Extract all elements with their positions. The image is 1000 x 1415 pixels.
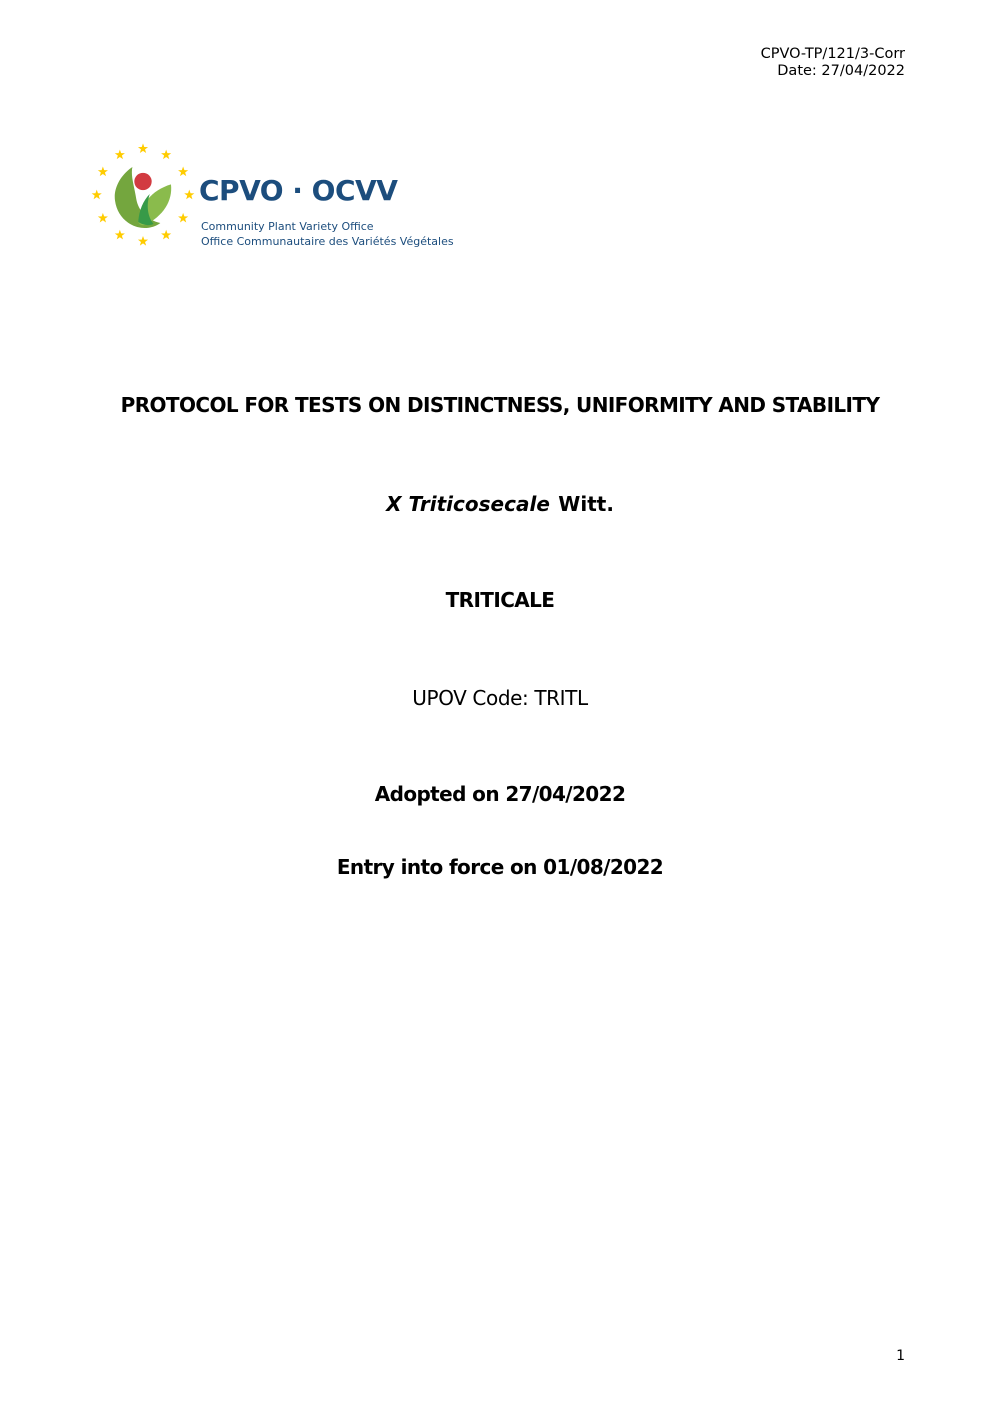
- star-circle-icon: [92, 143, 195, 245]
- logo-acronym: CPVO · OCVV: [199, 174, 398, 207]
- document-date: Date: 27/04/2022: [777, 63, 905, 79]
- cpvo-logo: [87, 137, 507, 252]
- page-number: 1: [896, 1348, 905, 1364]
- upov-code: UPOV Code: TRITL: [412, 686, 588, 710]
- document-reference-block: [761, 46, 905, 80]
- logo-subtitle-en: Community Plant Variety Office: [201, 220, 374, 233]
- cpvo-emblem-icon: [89, 141, 197, 249]
- document-reference: CPVO-TP/121/3-Corr: [760, 46, 905, 62]
- logo-subtitle-fr: Office Communautaire des Variétés Végétales: [201, 234, 454, 248]
- crop-name: TRITICALE: [445, 588, 555, 612]
- adopted-date-line: Adopted on 27/04/2022: [374, 782, 626, 806]
- red-dot-icon: [134, 173, 151, 190]
- entry-into-force-line: Entry into force on 01/08/2022: [336, 855, 664, 879]
- species-author: Witt.: [558, 492, 614, 516]
- protocol-title: PROTOCOL FOR TESTS ON DISTINCTNESS, UNIFORMITY AND STABILITY: [120, 393, 880, 417]
- logo-subtitle-block: [201, 220, 454, 249]
- species-botanical-name: X Triticosecale: [386, 492, 550, 516]
- species-line: [0, 494, 1000, 514]
